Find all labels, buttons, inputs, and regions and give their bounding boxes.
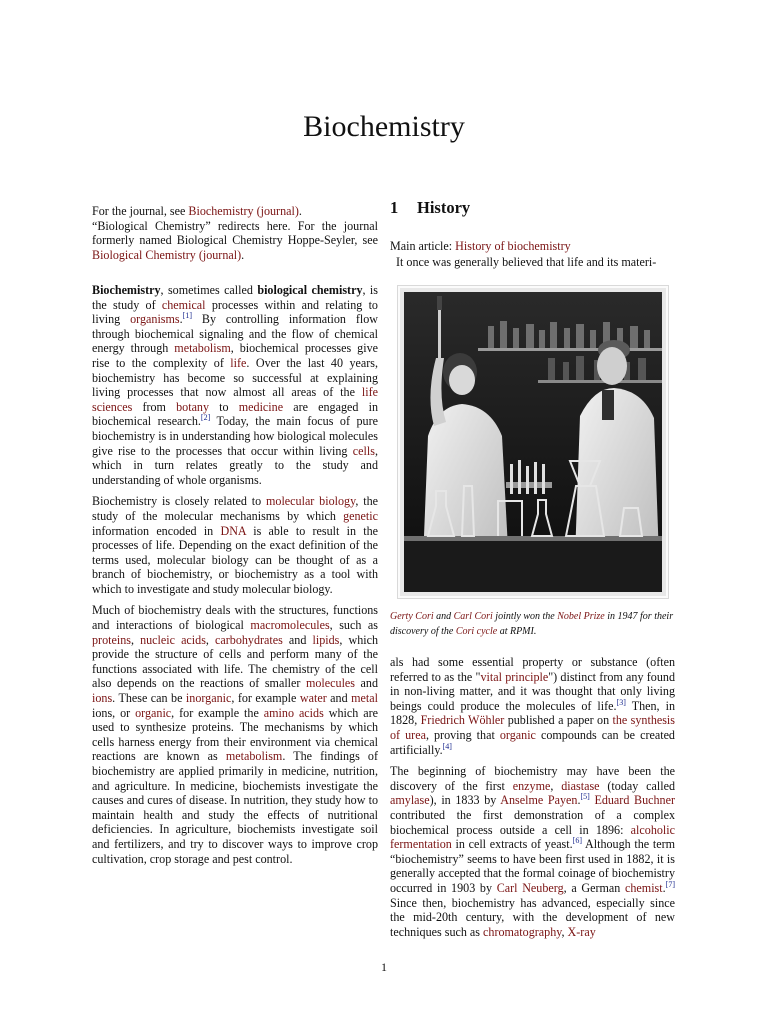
text-run: is able to result in the processes of life. Depending on the exact definition of the terms used, molecular biology can be thought of as a branch of biochemistry, or biochemistry as a tool with which to investigate and study molecular biology. xyxy=(92,523,378,596)
inline-link[interactable]: medicine xyxy=(238,399,284,414)
text-run: , xyxy=(561,924,568,939)
inline-link[interactable]: amylase xyxy=(390,793,430,808)
inline-link[interactable]: genetic xyxy=(343,508,378,523)
text-run: published a paper on xyxy=(504,713,613,728)
text-run: , sometimes called xyxy=(160,283,258,297)
section-heading xyxy=(390,198,471,217)
hatnote-text-1: For the journal, see xyxy=(92,204,189,218)
history-paragraph-2 xyxy=(390,764,675,939)
inline-link[interactable]: botany xyxy=(176,399,210,414)
citation-ref[interactable]: [6] xyxy=(572,836,582,846)
text-run: , xyxy=(550,778,562,793)
text-run: . The findings of biochemistry are applied primarily in medicine, nutrition, and agriculture. In medicine, biochemists investigate the causes and cures of disease. In nutrition, they study how to maintain health and study the effects of nutritional deficiencies. In agriculture, biochemists investigate soil and fertilizers, and try to discover ways to improve crop cultivation, crop storage and pest control. xyxy=(92,749,378,866)
text-run: , for example the xyxy=(171,705,264,720)
inline-link[interactable]: Eduard Buchner xyxy=(594,793,675,808)
text-run: and xyxy=(355,676,378,691)
citation-ref[interactable]: [5] xyxy=(580,792,590,802)
figure-caption xyxy=(390,609,675,639)
text-run: Much of biochemistry deals with the structures, functions and interactions of biological xyxy=(92,603,378,633)
inline-link[interactable]: metabolism xyxy=(225,749,283,764)
inline-link[interactable]: Carl Cori xyxy=(453,611,493,622)
inline-link[interactable]: the synthesis of urea xyxy=(390,713,676,742)
text-run: , a German xyxy=(563,880,625,895)
lead-section xyxy=(92,283,378,866)
text-run: , for example xyxy=(231,691,300,706)
text-run: ), in 1833 by xyxy=(429,793,501,808)
text-run: . Over the last 40 years, biochemistry has become so successful at explaining living processes that now almost all areas of the xyxy=(92,355,378,400)
text-run: Since then, biochemistry has advanced, especially since the mid-20th century, with the development of new techniques such as xyxy=(390,895,675,939)
bold-term: Biochemistry xyxy=(92,283,161,297)
inline-link[interactable]: DNA xyxy=(220,523,247,538)
history-intro-line: It once was generally believed that life and its materi- xyxy=(396,255,657,269)
inline-link[interactable]: Nobel Prize xyxy=(557,611,605,622)
inline-link[interactable]: molecules xyxy=(305,676,355,691)
text-run: Biochemistry is closely related to xyxy=(92,494,266,509)
inline-link[interactable]: Friedrich Wöhler xyxy=(420,713,505,728)
text-run: (today called xyxy=(599,778,675,793)
inline-link[interactable]: amino acids xyxy=(263,705,324,720)
inline-link[interactable]: life xyxy=(230,355,247,370)
citation-ref[interactable]: [3] xyxy=(616,697,626,707)
lead-paragraph-1 xyxy=(92,283,378,487)
text-run: Although the term “biochemistry” seems to have been first used in 1882, it is generally accepted that the formal coinage of biochemistry occurred in 1903 by xyxy=(390,837,676,895)
text-run: information encoded in xyxy=(92,523,221,538)
inline-link[interactable]: proteins xyxy=(92,632,131,647)
text-run: , the study of the molecular mechanisms by which xyxy=(92,494,378,523)
inline-link[interactable]: chromatography xyxy=(483,924,562,939)
hatnote-text-2: “Biological Chemistry” redirects here. For the journal formerly named Biological Chemistry Hoppe-Seyler, see xyxy=(92,218,378,248)
citation-ref[interactable]: [1] xyxy=(182,311,192,321)
text-run: compounds can be created artificially. xyxy=(390,727,675,757)
inline-link[interactable]: carbohydrates xyxy=(215,632,283,647)
inline-link[interactable]: inorganic xyxy=(185,691,232,706)
photograph-icon xyxy=(397,285,669,599)
text-run: als had some essential property or substance (often referred to as the " xyxy=(390,655,675,684)
inline-link[interactable]: organisms xyxy=(130,312,180,327)
text-run: The beginning of biochemistry may have been the discovery of the first xyxy=(390,764,675,793)
text-run: and xyxy=(326,691,352,706)
text-run: ions, or xyxy=(92,705,136,720)
inline-link[interactable]: Gerty Cori xyxy=(390,611,434,622)
inline-link[interactable]: organic xyxy=(499,727,536,742)
main-article-link[interactable]: History of biochemistry xyxy=(455,239,571,253)
text-run: contributed the first demonstration of a complex biochemical process outside a cell in 1896: xyxy=(390,807,675,837)
inline-link[interactable]: metal xyxy=(351,691,378,706)
text-run: , proving that xyxy=(425,727,500,742)
text-run: to xyxy=(209,399,239,414)
text-run: . xyxy=(577,793,581,808)
inline-link[interactable]: chemist xyxy=(625,880,663,895)
text-run: . These can be xyxy=(112,691,186,706)
inline-link[interactable]: cells xyxy=(352,443,375,458)
inline-link[interactable]: nucleic acids xyxy=(140,632,206,647)
citation-ref[interactable]: [2] xyxy=(200,413,211,423)
inline-link[interactable]: vital principle xyxy=(480,669,549,684)
inline-link[interactable]: life sciences xyxy=(92,385,378,414)
text-run: in 1947 for their discovery of the xyxy=(390,611,674,637)
text-run: , biochemical processes give rise to the complexity of xyxy=(92,341,378,370)
hatnote-suffix-1: . xyxy=(298,204,302,218)
text-run: and xyxy=(433,611,454,622)
section-title: History xyxy=(417,198,471,217)
text-run: at RPMI. xyxy=(497,626,537,637)
text-run: processes within and relating to living xyxy=(92,297,378,327)
hatnote-bio-chem-link[interactable]: Biological Chemistry (journal) xyxy=(92,247,242,262)
bold-term: biological chemistry xyxy=(257,283,363,297)
inline-link[interactable]: diastase xyxy=(561,778,600,793)
text-run: , such as xyxy=(329,618,378,633)
main-article-prefix: Main article: xyxy=(390,239,456,253)
inline-link[interactable]: Anselme Payen xyxy=(500,793,578,808)
text-run: jointly won the xyxy=(492,611,558,622)
inline-link[interactable]: Cori cycle xyxy=(455,626,498,637)
hatnote-journal-link[interactable]: Biochemistry (journal) xyxy=(188,204,299,218)
text-run: , is the study of xyxy=(92,283,378,312)
text-run: By controlling information flow through biochemical signaling and the flow of chemical energy through xyxy=(92,312,379,356)
inline-link[interactable]: organic xyxy=(135,705,172,720)
inline-link[interactable]: ions xyxy=(92,691,113,706)
text-run: are engaged in biochemical research. xyxy=(92,399,378,429)
text-run: , xyxy=(205,632,216,647)
inline-link[interactable]: alcoholic fermentation xyxy=(390,822,675,852)
inline-link[interactable]: metabolism xyxy=(174,341,231,356)
lead-paragraph-3 xyxy=(92,603,378,866)
text-run: Today, the main focus of pure biochemistry is in understanding how biological molecules give rise to the processes that occur within living xyxy=(92,414,378,458)
history-body xyxy=(390,655,675,939)
text-run: which are used to synthesize proteins. The mechanisms by which cells harness energy from their environment via chemical reactions are known as xyxy=(92,705,378,764)
text-run: ") distinct from any found in non-living matter, and it was thought that only living beings could produce the molecules of life. xyxy=(390,669,675,713)
inline-link[interactable]: Carl Neuberg xyxy=(496,880,564,895)
hatnote-suffix-2: . xyxy=(241,247,245,262)
inline-link[interactable]: lipids xyxy=(312,632,340,647)
text-run: , which in turn relates greatly to the study and understanding of whole organisms. xyxy=(92,443,378,487)
citation-ref[interactable]: [7] xyxy=(665,879,675,889)
inline-link[interactable]: water xyxy=(299,691,327,706)
text-run: and xyxy=(282,632,313,647)
page-number: 1 xyxy=(381,960,387,974)
hatnote xyxy=(92,204,378,262)
text-run: . xyxy=(179,312,183,327)
text-run: Then, in 1828, xyxy=(390,698,675,728)
text-run: . xyxy=(662,880,666,895)
text-run: , which provide the structure of cells and perform many of the functions associated with life. The chemistry of the cell also depends on the reactions of smaller xyxy=(92,632,379,691)
section-number: 1 xyxy=(390,198,399,217)
page-title: Biochemistry xyxy=(303,110,465,143)
citation-ref[interactable]: [4] xyxy=(442,741,452,751)
text-run: from xyxy=(132,399,177,414)
lead-paragraph-2 xyxy=(92,494,378,596)
main-article-note xyxy=(390,239,675,254)
inline-link[interactable]: macromolecules xyxy=(250,618,330,633)
text-run: , xyxy=(130,632,141,647)
inline-link[interactable]: chemical xyxy=(161,297,206,312)
inline-link[interactable]: X-ray xyxy=(567,924,596,939)
history-paragraph-1 xyxy=(390,655,675,757)
inline-link[interactable]: molecular biology xyxy=(265,494,356,509)
text-run: in cell extracts of yeast. xyxy=(451,837,573,852)
inline-link[interactable]: enzyme xyxy=(512,778,551,793)
